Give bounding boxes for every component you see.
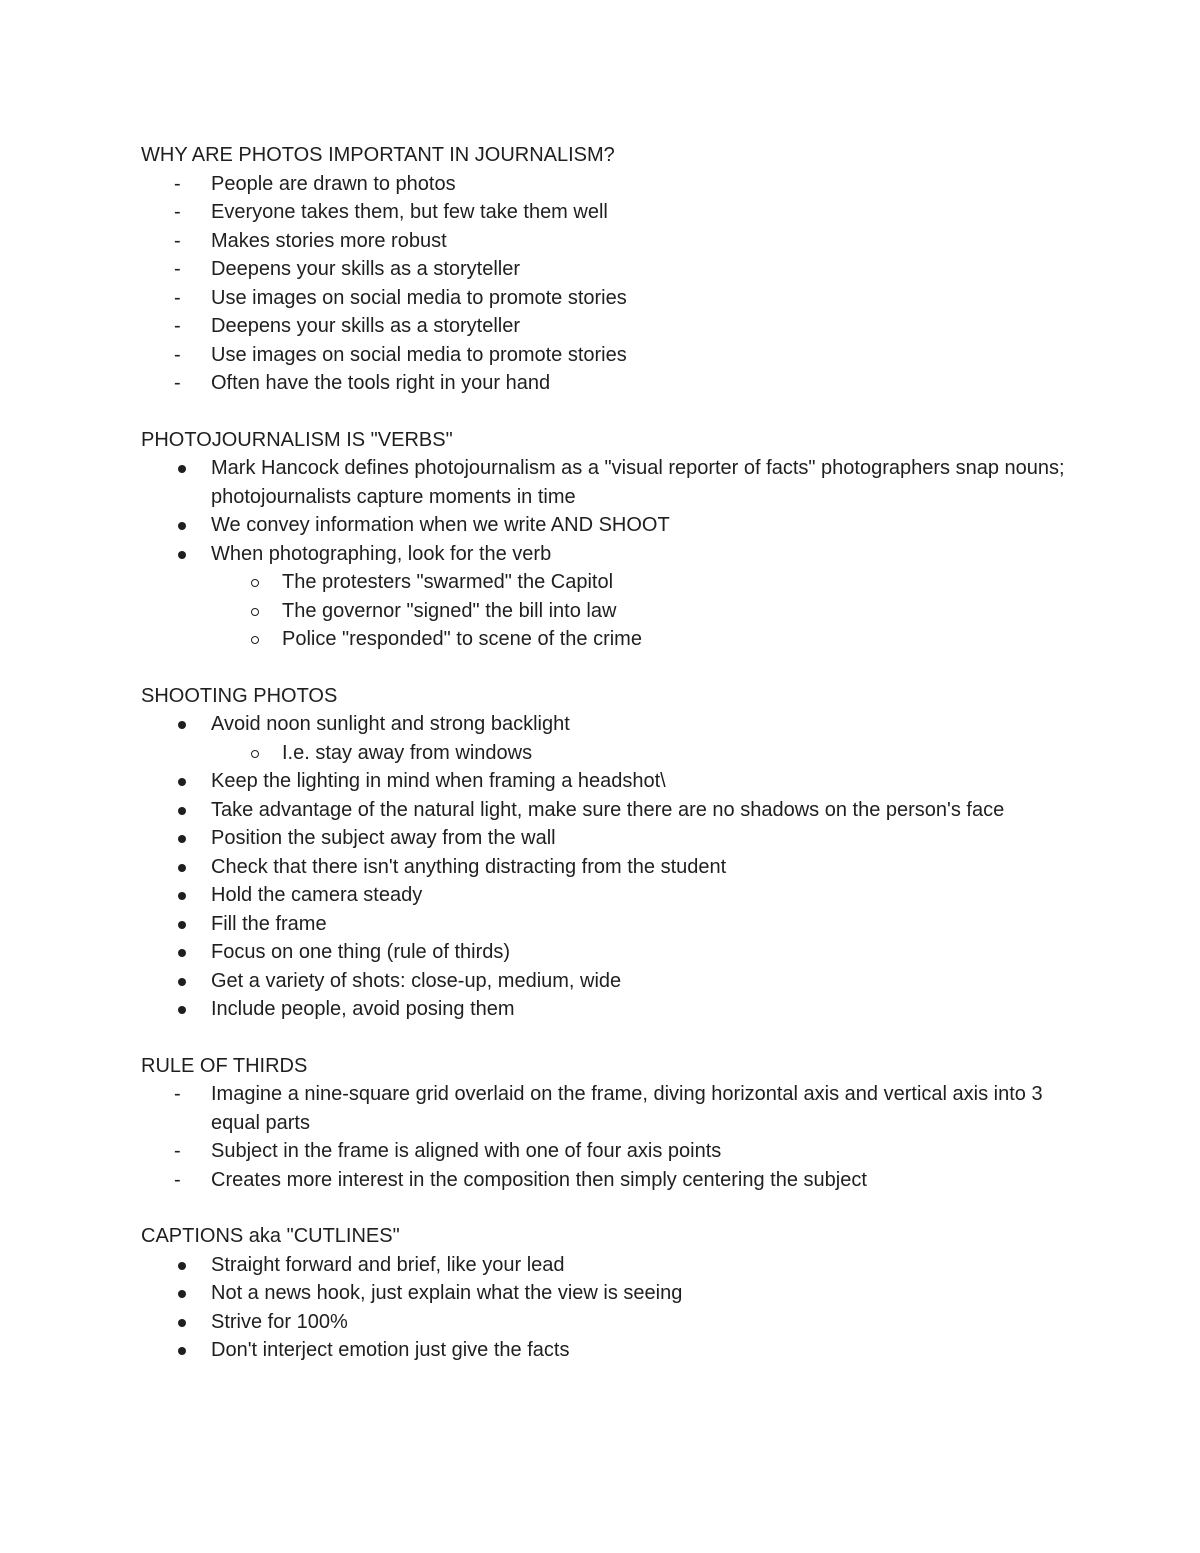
dash-marker: - bbox=[174, 201, 181, 223]
dash-marker: - bbox=[174, 258, 181, 280]
section-heading: RULE OF THIRDS bbox=[141, 1054, 308, 1077]
list-item-text: Use images on social media to promote stories bbox=[211, 286, 627, 309]
list-item-text: Makes stories more robust bbox=[211, 229, 447, 252]
list-item-text: Deepens your skills as a storyteller bbox=[211, 258, 521, 280]
sub-list-item-text: Police "responded" to scene of the crime bbox=[282, 628, 642, 650]
list-item bbox=[141, 1251, 1071, 1280]
list-item-text: Hold the camera steady bbox=[211, 884, 423, 906]
list-item bbox=[141, 1336, 1071, 1365]
list-item bbox=[141, 341, 1071, 370]
list-item-text: Imagine a nine-square grid overlaid on the frame, diving horizontal axis and vertical axis into 3 equal parts bbox=[211, 1083, 1043, 1134]
list-item bbox=[141, 767, 1071, 796]
dash-marker: - bbox=[174, 286, 181, 309]
list-item-text: Avoid noon sunlight and strong backlight bbox=[211, 713, 570, 735]
dash-list bbox=[141, 170, 1071, 398]
section-why-photos bbox=[141, 141, 1071, 398]
sub-list-item-text: The governor "signed" the bill into law bbox=[282, 599, 617, 622]
list-item bbox=[141, 511, 1071, 540]
dash-marker: - bbox=[174, 372, 181, 394]
list-item bbox=[141, 824, 1071, 853]
dash-marker: - bbox=[174, 229, 181, 252]
sub-list-item-text: The protesters "swarmed" the Capitol bbox=[282, 571, 614, 593]
list-item bbox=[141, 881, 1071, 910]
bullet-list bbox=[141, 710, 1071, 1024]
list-item-text: Everyone takes them, but few take them well bbox=[211, 201, 608, 223]
list-item bbox=[141, 796, 1071, 825]
list-item bbox=[141, 1080, 1071, 1137]
list-item bbox=[141, 938, 1071, 967]
sub-list-item bbox=[141, 597, 1071, 626]
dash-marker: - bbox=[174, 315, 181, 337]
list-item bbox=[141, 1308, 1071, 1337]
sub-list-item-text: I.e. stay away from windows bbox=[282, 741, 533, 764]
list-item bbox=[141, 284, 1071, 313]
list-item bbox=[141, 1279, 1071, 1308]
section-shooting-photos bbox=[141, 682, 1071, 1024]
sub-list-item bbox=[141, 739, 1071, 768]
list-item bbox=[141, 454, 1071, 511]
list-item bbox=[141, 1166, 1071, 1195]
list-item-text: Fill the frame bbox=[211, 912, 327, 935]
list-item-text: Deepens your skills as a storyteller bbox=[211, 315, 521, 337]
list-item bbox=[141, 540, 1071, 569]
list-item bbox=[141, 255, 1071, 284]
list-item-text: When photographing, look for the verb bbox=[211, 542, 552, 565]
list-item bbox=[141, 312, 1071, 341]
dash-marker: - bbox=[174, 1140, 181, 1162]
section-heading: WHY ARE PHOTOS IMPORTANT IN JOURNALISM? bbox=[141, 144, 615, 166]
list-item bbox=[141, 1137, 1071, 1166]
dash-marker: - bbox=[174, 172, 181, 195]
list-item-text: Mark Hancock defines photojournalism as a "visual reporter of facts" photographers snap nouns; photojournalists capture moments in time bbox=[211, 457, 1065, 508]
section-heading: PHOTOJOURNALISM IS "VERBS" bbox=[141, 428, 453, 451]
document-page bbox=[141, 141, 1071, 1393]
list-item bbox=[141, 710, 1071, 739]
list-item-text: We convey information when we write AND SHOOT bbox=[211, 514, 670, 536]
dash-marker: - bbox=[174, 343, 181, 366]
list-item-text: Include people, avoid posing them bbox=[211, 998, 515, 1020]
section-rule-of-thirds bbox=[141, 1052, 1071, 1195]
list-item-text: Straight forward and brief, like your lead bbox=[211, 1253, 565, 1276]
dash-marker: - bbox=[174, 1168, 181, 1191]
list-item-text: Strive for 100% bbox=[211, 1310, 348, 1333]
list-item-text: Often have the tools right in your hand bbox=[211, 372, 551, 394]
list-item bbox=[141, 170, 1071, 199]
list-item bbox=[141, 995, 1071, 1024]
list-item-text: Keep the lighting in mind when framing a headshot\ bbox=[211, 770, 666, 792]
list-item bbox=[141, 910, 1071, 939]
list-item-text: Subject in the frame is aligned with one of four axis points bbox=[211, 1140, 722, 1162]
list-item bbox=[141, 227, 1071, 256]
list-item-text: People are drawn to photos bbox=[211, 172, 456, 195]
bullet-list bbox=[141, 1251, 1071, 1365]
section-photojournalism-verbs bbox=[141, 426, 1071, 654]
list-item-text: Check that there isn't anything distracting from the student bbox=[211, 855, 727, 878]
dash-list bbox=[141, 1080, 1071, 1194]
list-item bbox=[141, 198, 1071, 227]
list-item-text: Position the subject away from the wall bbox=[211, 827, 556, 849]
list-item bbox=[141, 967, 1071, 996]
section-captions bbox=[141, 1222, 1071, 1365]
list-item-text: Use images on social media to promote stories bbox=[211, 343, 627, 366]
sub-list-item bbox=[141, 625, 1071, 654]
bullet-list bbox=[141, 454, 1071, 654]
list-item-text: Creates more interest in the composition then simply centering the subject bbox=[211, 1168, 867, 1191]
list-item bbox=[141, 369, 1071, 398]
list-item-text: Don't interject emotion just give the facts bbox=[211, 1339, 570, 1361]
list-item-text: Focus on one thing (rule of thirds) bbox=[211, 941, 511, 963]
list-item-text: Get a variety of shots: close-up, medium, wide bbox=[211, 969, 622, 992]
section-heading: SHOOTING PHOTOS bbox=[141, 684, 338, 707]
list-item-text: Not a news hook, just explain what the view is seeing bbox=[211, 1282, 683, 1304]
section-heading: CAPTIONS aka "CUTLINES" bbox=[141, 1225, 400, 1247]
list-item-text: Take advantage of the natural light, make sure there are no shadows on the person's face bbox=[211, 798, 1005, 821]
list-item bbox=[141, 853, 1071, 882]
sub-list-item bbox=[141, 568, 1071, 597]
dash-marker: - bbox=[174, 1083, 181, 1105]
